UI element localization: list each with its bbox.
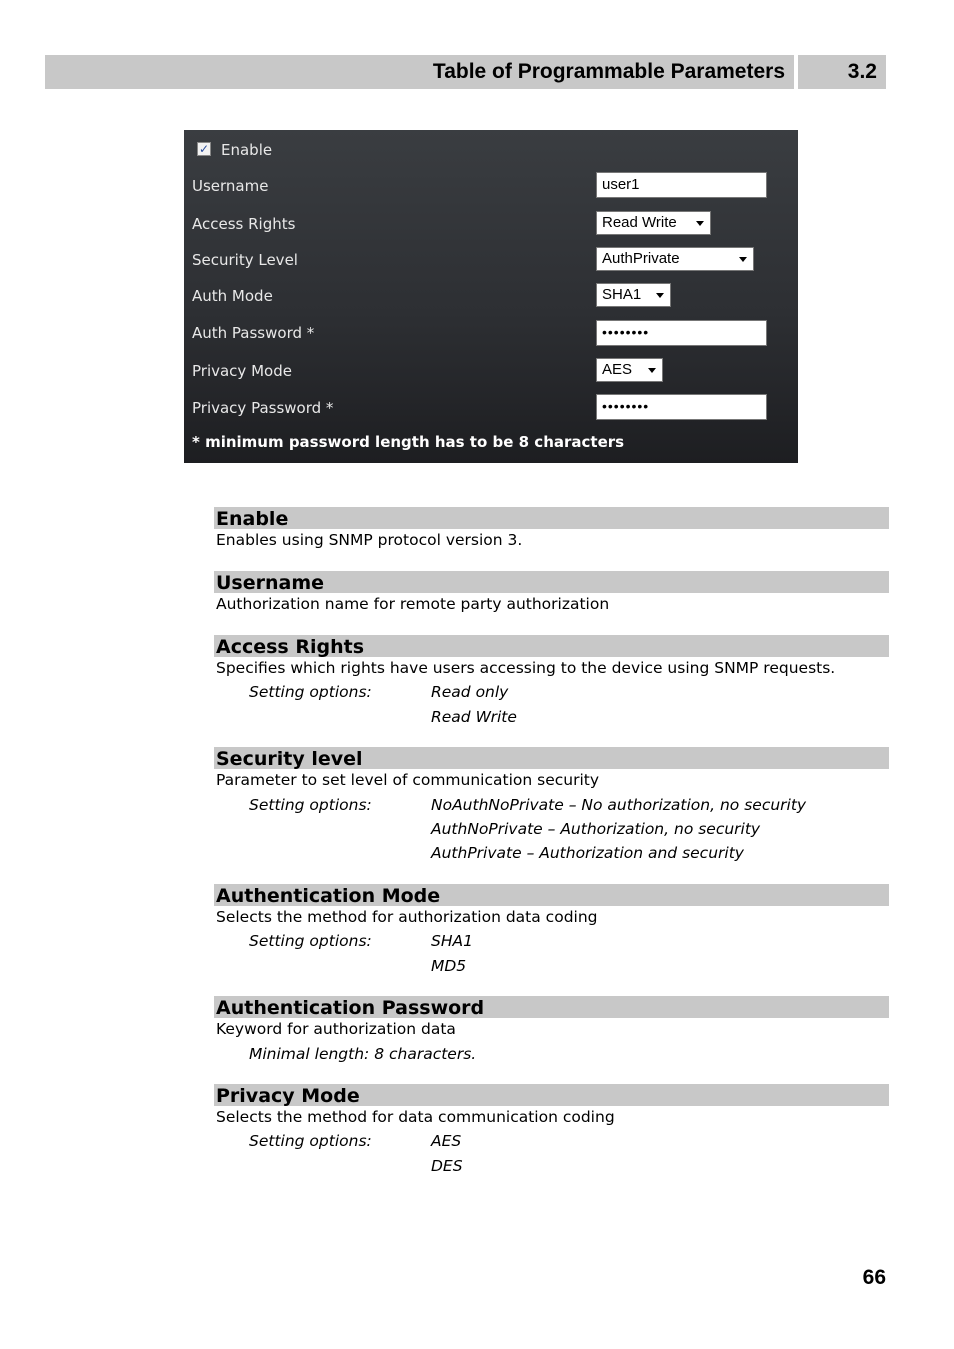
section-heading-auth-password: Authentication Password (214, 996, 889, 1018)
option-item: AuthPrivate – Authorization and security (431, 844, 744, 862)
security-level-value: AuthPrivate (602, 250, 680, 267)
auth-password-label: Auth Password * (192, 324, 315, 342)
access-rights-select[interactable] (596, 211, 711, 235)
section-desc-security-level: Parameter to set level of communication security (216, 771, 600, 789)
min-length-note: Minimal length: 8 characters. (249, 1045, 477, 1063)
privacy-password-label: Privacy Password * (192, 399, 334, 417)
security-level-select[interactable] (596, 247, 754, 271)
option-item: MD5 (431, 957, 467, 975)
enable-label: Enable (221, 141, 273, 159)
options-label: Setting options: (249, 932, 372, 950)
option-item: NoAuthNoPrivate – No authorization, no security (431, 796, 807, 814)
section-desc-privacy-mode: Selects the method for data communication coding (216, 1108, 615, 1126)
section-heading-auth-mode: Authentication Mode (214, 884, 889, 906)
page-number: 66 (862, 1266, 886, 1289)
options-label: Setting options: (249, 796, 372, 814)
snmp-v3-settings-panel (184, 130, 798, 463)
chevron-down-icon (656, 293, 664, 298)
header-section-bar (798, 55, 886, 89)
section-desc-access-rights: Specifies which rights have users accessing to the device using SNMP requests. (216, 659, 836, 677)
username-input[interactable]: user1 (596, 172, 767, 198)
option-item: AuthNoPrivate – Authorization, no security (431, 820, 761, 838)
section-desc-auth-password: Keyword for authorization data (216, 1020, 456, 1038)
section-desc-enable: Enables using SNMP protocol version 3. (216, 531, 523, 549)
option-item: DES (431, 1157, 463, 1175)
access-rights-value: Read Write (602, 214, 677, 231)
section-heading-username: Username (214, 571, 889, 593)
access-rights-label: Access Rights (192, 215, 296, 233)
privacy-mode-label: Privacy Mode (192, 362, 292, 380)
option-item: Read Write (431, 708, 517, 726)
enable-checkbox[interactable]: ✓ (198, 142, 210, 156)
options-label: Setting options: (249, 683, 372, 701)
password-length-note: * minimum password length has to be 8 characters (192, 433, 625, 451)
chevron-down-icon (648, 368, 656, 373)
privacy-mode-value: AES (602, 361, 633, 378)
chevron-down-icon (739, 257, 747, 262)
option-item: Read only (431, 683, 509, 701)
auth-mode-label: Auth Mode (192, 287, 273, 305)
page-title: Table of Programmable Parameters (432, 60, 785, 83)
options-label: Setting options: (249, 1132, 372, 1150)
auth-password-input[interactable]: •••••••• (596, 320, 767, 346)
security-level-label: Security Level (192, 251, 298, 269)
section-desc-username: Authorization name for remote party authorization (216, 595, 610, 613)
section-heading-access-rights: Access Rights (214, 635, 889, 657)
privacy-mode-select[interactable] (596, 358, 663, 382)
option-item: AES (431, 1132, 462, 1150)
username-label: Username (192, 177, 269, 195)
section-desc-auth-mode: Selects the method for authorization data coding (216, 908, 598, 926)
option-item: SHA1 (431, 932, 473, 950)
privacy-password-input[interactable]: •••••••• (596, 394, 767, 420)
auth-mode-select[interactable] (596, 283, 671, 307)
auth-mode-value: SHA1 (602, 286, 642, 303)
section-heading-security-level: Security level (214, 747, 889, 769)
chevron-down-icon (696, 221, 704, 226)
section-heading-privacy-mode: Privacy Mode (214, 1084, 889, 1106)
section-heading-enable: Enable (214, 507, 889, 529)
section-number: 3.2 (847, 60, 877, 83)
header-title-bar (45, 55, 794, 89)
